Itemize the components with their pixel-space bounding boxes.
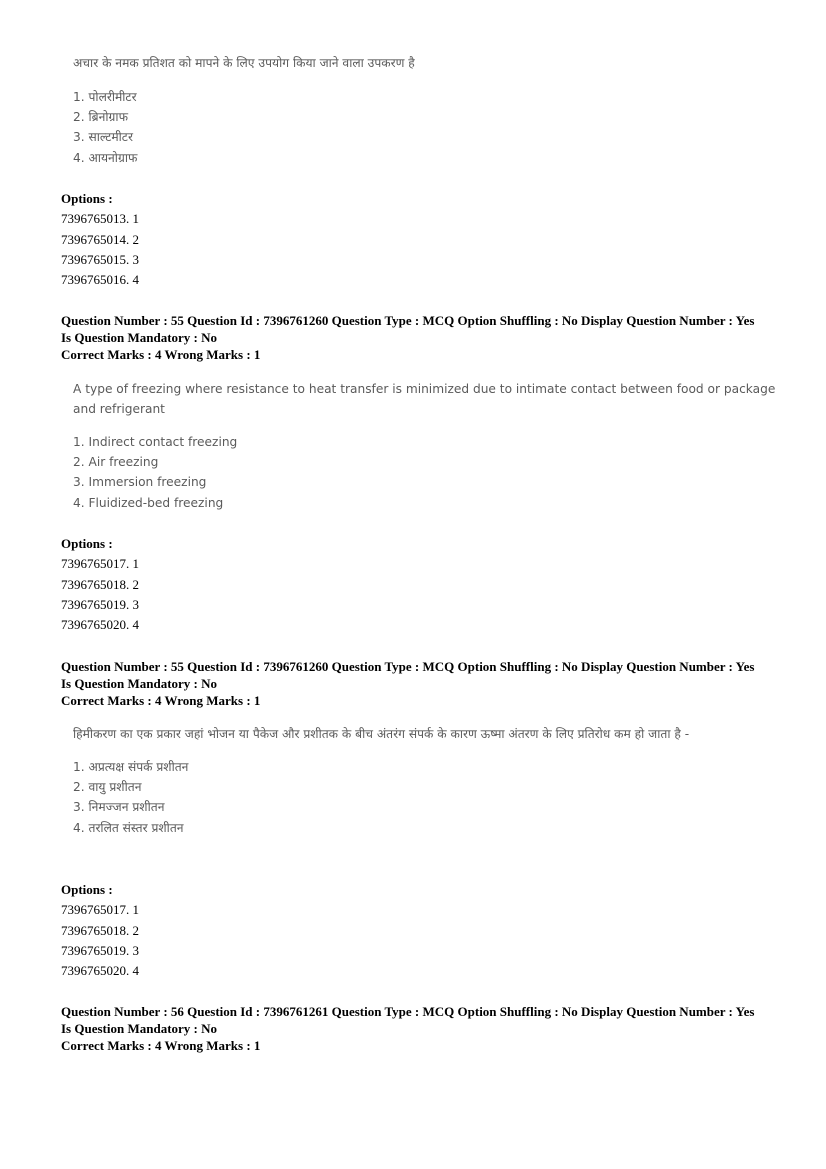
question-header bbox=[61, 658, 754, 709]
option-id: 7396765018. 2 bbox=[61, 922, 139, 938]
choice-list bbox=[73, 757, 785, 838]
question-text: A type of freezing where resistance to heat transfer is minimized due to intimate contact between food or package and refrigerant bbox=[73, 382, 776, 416]
choice-item: 4. तरलित संस्तर प्रशीतन bbox=[73, 820, 184, 835]
question-text: हिमीकरण का एक प्रकार जहां भोजन या पैकेज और प्रशीतक के बीच अंतरंग संपर्क के कारण ऊष्मा अंतरण के लिए प्रतिरोध कम हो जाता है - bbox=[73, 727, 690, 741]
option-id: 7396765015. 3 bbox=[61, 251, 139, 267]
question-header bbox=[61, 1003, 754, 1054]
choice-item: 4. Fluidized-bed freezing bbox=[73, 495, 224, 510]
option-id: 7396765020. 4 bbox=[61, 617, 139, 633]
options-block bbox=[61, 880, 139, 981]
choice-item: 2. ब्रिनोग्राफ bbox=[73, 110, 128, 125]
options-label: Options : bbox=[61, 536, 113, 551]
option-id: 7396765019. 3 bbox=[61, 596, 139, 612]
marks-line: Correct Marks : 4 Wrong Marks : 1 bbox=[61, 693, 261, 708]
question-text: अचार के नमक प्रतिशत को मापने के लिए उपयोग किया जाने वाला उपकरण है bbox=[73, 56, 415, 70]
choice-item: 1. Indirect contact freezing bbox=[73, 435, 238, 449]
option-id: 7396765016. 4 bbox=[61, 272, 139, 288]
option-id: 7396765017. 1 bbox=[61, 902, 139, 918]
marks-line: Correct Marks : 4 Wrong Marks : 1 bbox=[61, 347, 261, 362]
choice-item: 3. साल्टमीटर bbox=[73, 130, 133, 145]
options-block bbox=[61, 189, 139, 290]
marks-line: Correct Marks : 4 Wrong Marks : 1 bbox=[61, 1038, 261, 1053]
question-meta-line: Question Number : 56 Question Id : 7396761261 Question Type : MCQ Option Shuffling : No Display Question Number : Yes bbox=[61, 1004, 755, 1019]
option-id: 7396765020. 4 bbox=[61, 963, 139, 979]
option-id: 7396765017. 1 bbox=[61, 556, 139, 572]
question-meta-line: Question Number : 55 Question Id : 7396761260 Question Type : MCQ Option Shuffling : No Display Question Number : Yes bbox=[61, 313, 755, 328]
choice-item: 2. Air freezing bbox=[73, 455, 159, 470]
choice-item: 1. अप्रत्यक्ष संपर्क प्रशीतन bbox=[73, 760, 189, 774]
option-id: 7396765019. 3 bbox=[61, 942, 139, 958]
choice-item: 3. Immersion freezing bbox=[73, 475, 207, 490]
choice-item: 1. पोलरीमीटर bbox=[73, 90, 137, 104]
option-id: 7396765014. 2 bbox=[61, 231, 139, 247]
question-header bbox=[61, 312, 754, 363]
choice-list bbox=[73, 87, 793, 168]
option-id: 7396765013. 1 bbox=[61, 211, 139, 227]
choice-item: 4. आयनोग्राफ bbox=[73, 150, 138, 165]
question-mandatory-line: Is Question Mandatory : No bbox=[61, 330, 218, 345]
options-label: Options : bbox=[61, 191, 113, 206]
options-label: Options : bbox=[61, 882, 113, 897]
question-meta-line: Question Number : 55 Question Id : 7396761260 Question Type : MCQ Option Shuffling : No Display Question Number : Yes bbox=[61, 659, 755, 674]
choice-item: 3. निमज्जन प्रशीतन bbox=[73, 800, 165, 815]
choice-list bbox=[73, 432, 785, 513]
options-block bbox=[61, 534, 139, 635]
question-mandatory-line: Is Question Mandatory : No bbox=[61, 1021, 218, 1036]
question-image-english-freezing bbox=[73, 379, 785, 513]
option-id: 7396765018. 2 bbox=[61, 576, 139, 592]
question-mandatory-line: Is Question Mandatory : No bbox=[61, 676, 218, 691]
question-image-hindi-freezing bbox=[73, 724, 785, 838]
question-image-hindi-salt bbox=[73, 53, 793, 168]
choice-item: 2. वायु प्रशीतन bbox=[73, 780, 142, 795]
